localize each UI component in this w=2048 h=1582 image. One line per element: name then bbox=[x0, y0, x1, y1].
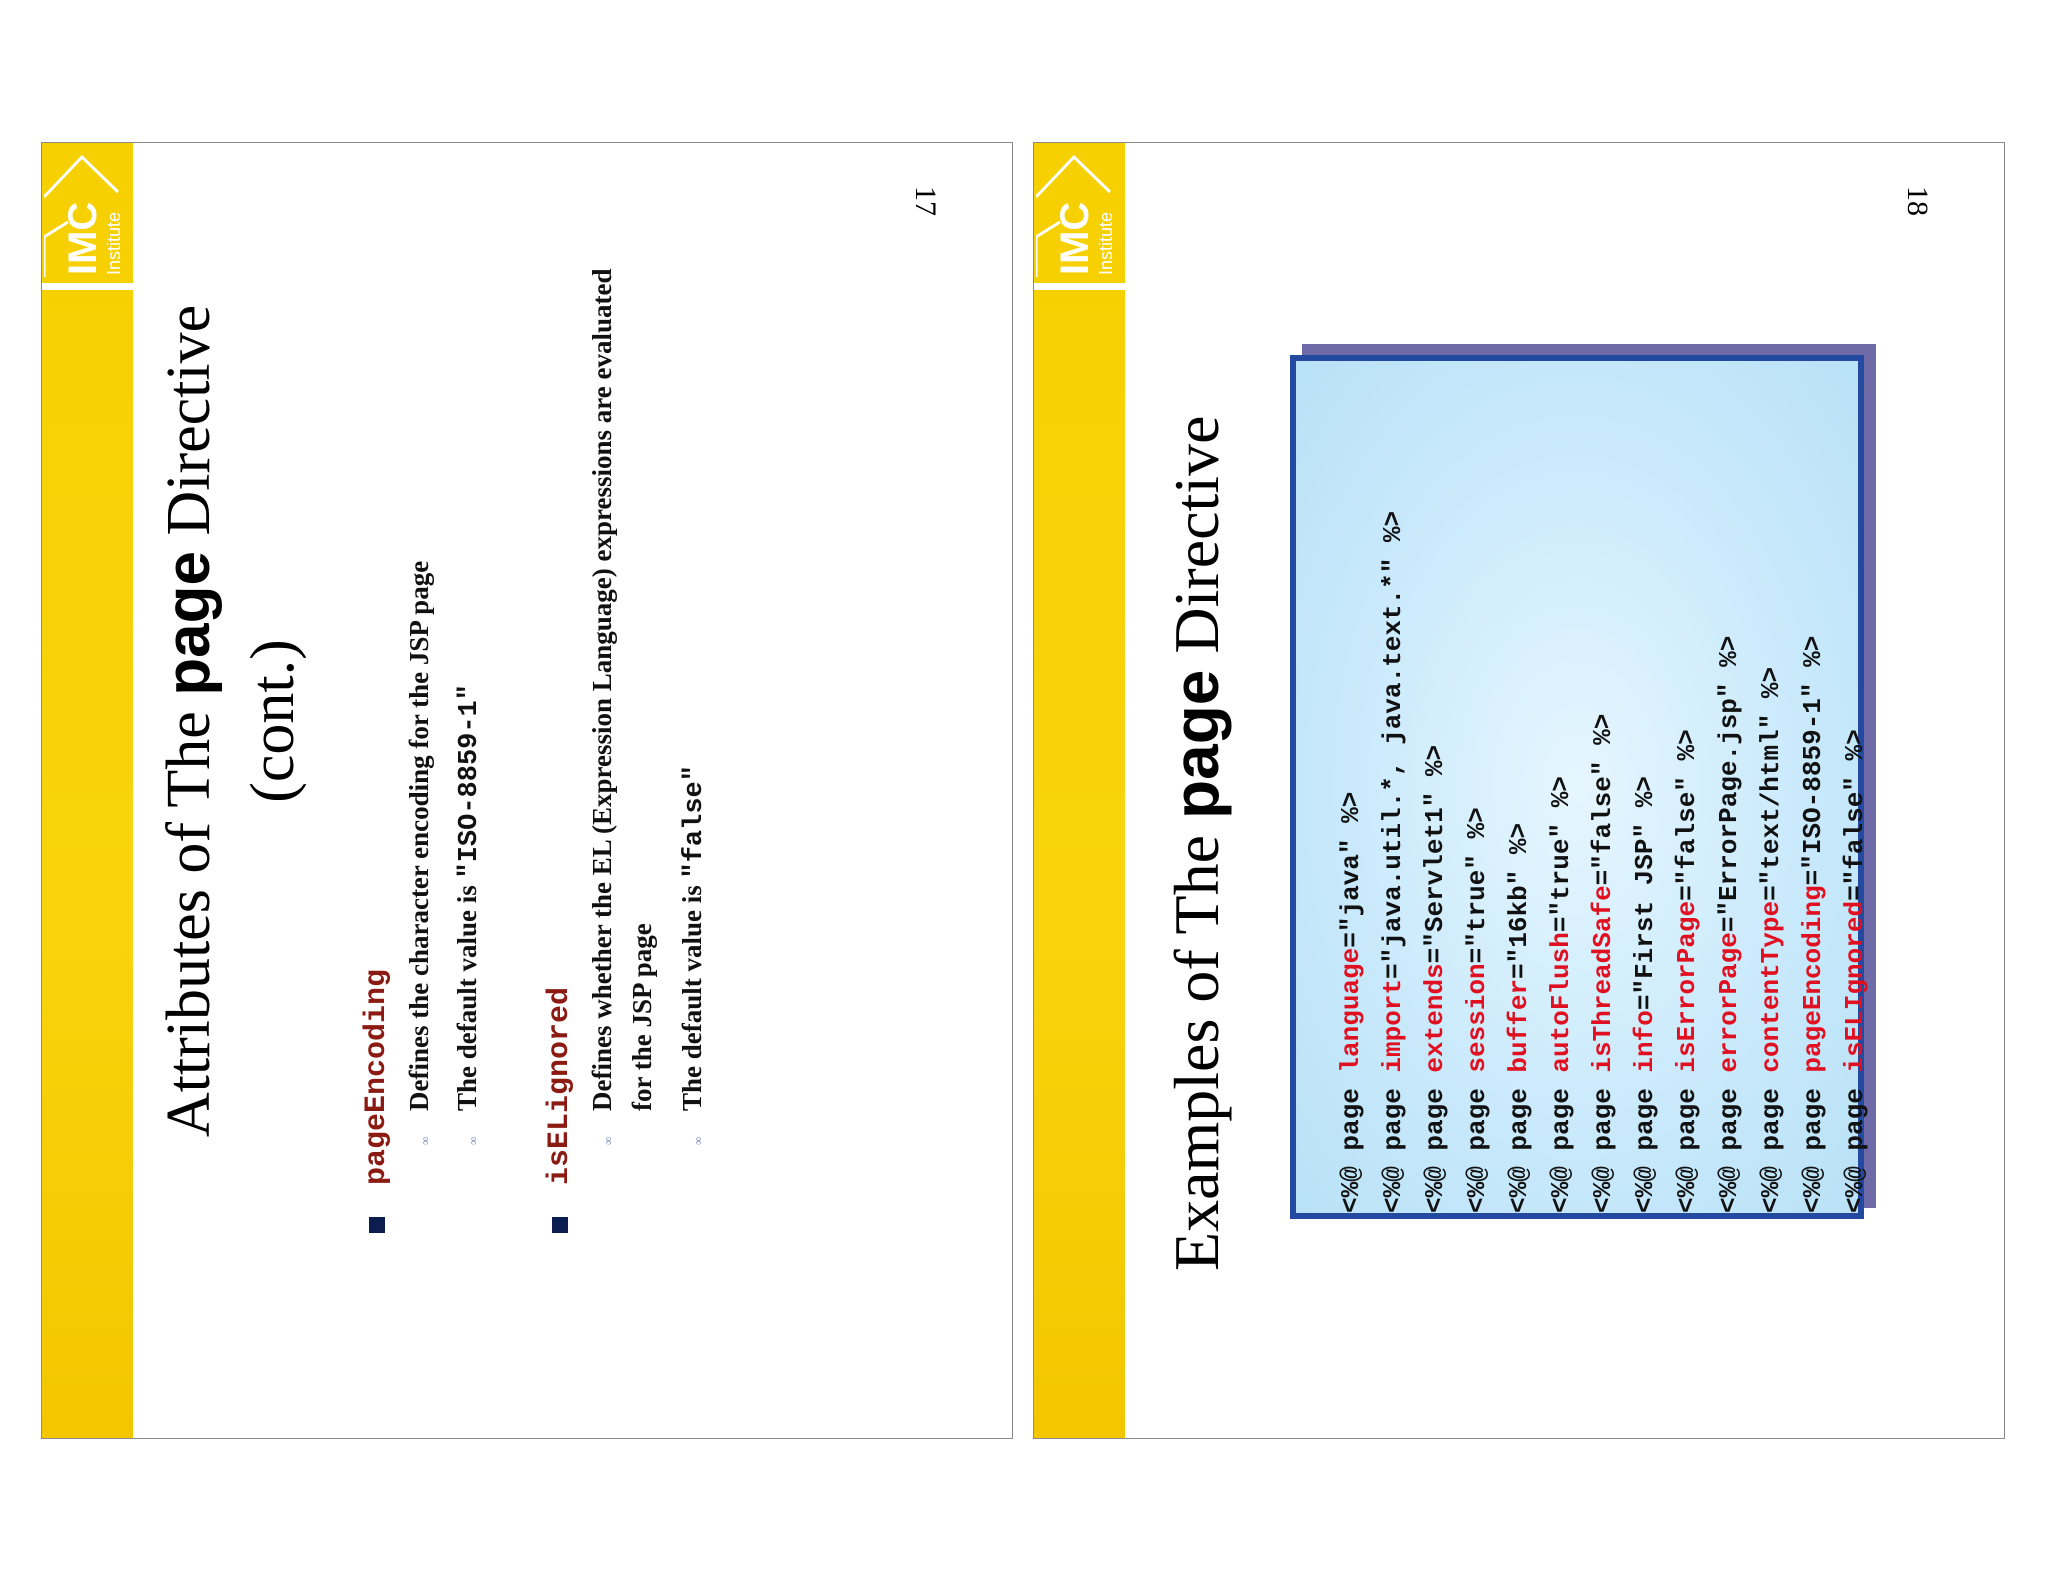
bullet-list bbox=[355, 171, 715, 1271]
slide-18 bbox=[1033, 142, 2005, 1439]
code-listing bbox=[1330, 511, 1876, 1213]
slide-number: 18 bbox=[1901, 186, 1934, 216]
code-line: <%@ page autoFlush="true" %> bbox=[1546, 776, 1576, 1213]
imc-institute-logo bbox=[44, 155, 132, 279]
sub-bullet-icon: ∞ bbox=[466, 1136, 480, 1145]
slide-17 bbox=[41, 142, 1013, 1439]
sub-bullet: ∞ The default value is "ISO-8859-1" bbox=[447, 171, 490, 1271]
square-bullet-icon bbox=[552, 1217, 568, 1233]
code-line: <%@ page info="First JSP" %> bbox=[1630, 776, 1660, 1213]
svg-text:Institute: Institute bbox=[104, 211, 124, 275]
svg-text:IMC: IMC bbox=[1053, 201, 1097, 275]
sub-bullet: ∞ Defines the character encoding for the JSP page bbox=[399, 171, 439, 1271]
code-line: <%@ page contentType="text/html" %> bbox=[1756, 666, 1786, 1213]
sub-bullet-icon: ∞ bbox=[601, 1136, 615, 1145]
slide-content bbox=[147, 171, 715, 1271]
side-bar bbox=[42, 143, 133, 1438]
sub-bullet-icon: ∞ bbox=[418, 1136, 432, 1145]
slide-title: Attributes of The page Directive (cont.) bbox=[154, 304, 307, 1138]
bullet-item: isELignored bbox=[538, 171, 582, 1271]
code-line: <%@ page errorPage="ErrorPage.jsp" %> bbox=[1714, 635, 1744, 1213]
code-line: <%@ page isELIgnored="false" %> bbox=[1840, 729, 1870, 1213]
imc-institute-logo bbox=[1036, 155, 1124, 279]
code-line: <%@ page isThreadSafe="false" %> bbox=[1588, 713, 1618, 1213]
svg-text:IMC: IMC bbox=[61, 201, 105, 275]
side-bar bbox=[1034, 143, 1125, 1438]
code-line: <%@ page extends="Servlet1" %> bbox=[1420, 744, 1450, 1213]
code-line: <%@ page language="java" %> bbox=[1336, 791, 1366, 1213]
code-line: <%@ page session="true" %> bbox=[1462, 807, 1492, 1213]
code-line: <%@ page buffer="16kb" %> bbox=[1504, 822, 1534, 1213]
slide-number: 17 bbox=[909, 186, 942, 216]
code-line: <%@ page isErrorPage="false" %> bbox=[1672, 729, 1702, 1213]
square-bullet-icon bbox=[369, 1217, 385, 1233]
svg-text:Institute: Institute bbox=[1096, 211, 1116, 275]
sub-bullet: ∞ Defines whether the EL (Expression Language) expressions are evaluated for the JSP page bbox=[587, 268, 657, 1145]
code-line: <%@ page import="java.util.*, java.text.*" %> bbox=[1378, 510, 1408, 1213]
code-line: <%@ page pageEncoding="ISO-8859-1" %> bbox=[1798, 635, 1828, 1213]
sub-bullet-icon: ∞ bbox=[691, 1136, 705, 1145]
bullet-item: pageEncoding bbox=[355, 171, 399, 1271]
slide-title: Examples of The page Directive bbox=[1160, 415, 1232, 1271]
sub-bullet: ∞ The default value is "false" bbox=[672, 171, 715, 1271]
